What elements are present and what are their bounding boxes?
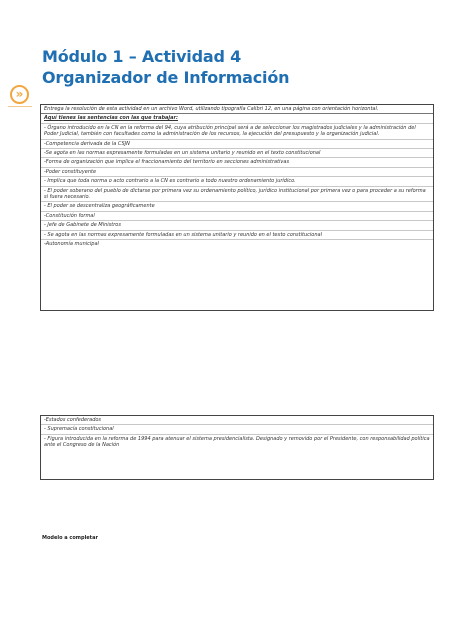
sentences-box: [40, 104, 434, 311]
list-item: - El poder soberano del pueblo de dictarse por primera vez su ordenamiento político, jurídico institucional por primera vez o para proceder a su reforma si fuera necesario.: [41, 187, 433, 203]
list-item: -Estados confederados: [41, 416, 433, 425]
double-chevron-right-icon[interactable]: »: [10, 85, 29, 104]
list-item: - Jefe de Gabinete de Ministros: [41, 221, 433, 230]
instructions-text: Entrega la resolución de esta actividad en un archivo Word, utilizando tipografía Calibri 12, en una página con orientación horizontal.: [41, 105, 433, 114]
title-line-2: Organizador de Información: [42, 68, 290, 87]
list-item: -Autonomía municipal: [44, 241, 99, 248]
list-item: -Poder constituyente: [41, 168, 433, 177]
model-caption: Modelo a completar: [42, 535, 98, 541]
list-item: - Se agota en las normas expresamente formuladas en un sistema unitario y reunido en el texto constitucional: [41, 231, 433, 240]
sentences-continued-box: [40, 415, 434, 480]
list-item: -Forma de organización que implica el fraccionamiento del territorio en secciones administrativas: [41, 158, 433, 167]
title-line-1: Módulo 1 – Actividad 4: [42, 47, 241, 66]
sentences-heading: Aquí tienes las sentencias con las que trabajar:: [41, 114, 433, 123]
list-item: -Constitución formal: [41, 212, 433, 221]
list-item: -Competencia derivada de la CSJN: [41, 140, 433, 149]
icon-underline-divider: [8, 106, 32, 107]
list-item: - Órgano introducido en la CN en la reforma del 94, cuya atribución principal será a de seleccionar los magistrados judiciales y la administración del Poder Judicial, también con facultades como la administración de los recursos, la ejecución del presupuesto y la organización judicial.: [41, 124, 433, 140]
list-item: - El poder se descentraliza geográficamente: [41, 202, 433, 211]
list-item: - Supremacía constitucional: [41, 425, 433, 434]
list-item: - Figura introducida en la reforma de 1994 para atenuar el sistema presidencialista. Designado y removido por el Presidente, con responsabilidad política ante el Congreso de la Nación: [44, 435, 430, 449]
list-item: - Implica que toda norma o acto contrario a la CN es contrario a todo nuestro ordenamiento jurídico.: [41, 177, 433, 186]
list-item: -Se agota en las normas expresamente formuladas en un sistema unitario y reunido en el texto constitucional: [41, 149, 433, 158]
page-title: [42, 46, 289, 88]
